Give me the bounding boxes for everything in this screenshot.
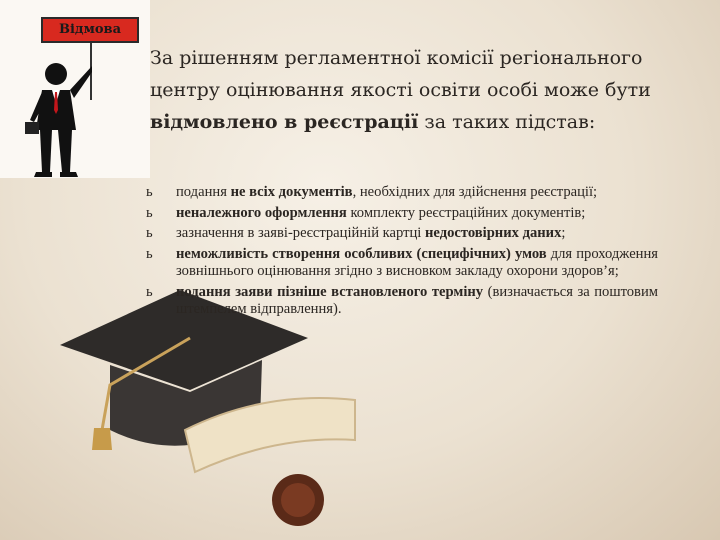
list-item xyxy=(146,225,658,243)
refusal-sign: Відмова xyxy=(41,17,139,43)
reason-text: зазначення в заяві-реєстраційній картці xyxy=(176,225,425,241)
reason-bold: неможливість створення особливих (специфічних) умов xyxy=(176,245,547,262)
wax-seal-icon xyxy=(268,470,328,530)
intro-line-3 xyxy=(150,106,670,138)
bullet-icon: ь xyxy=(146,204,153,221)
bullet-icon: ь xyxy=(146,283,153,300)
reasons-list xyxy=(146,184,658,322)
list-item xyxy=(146,205,658,223)
reason-bold: неналежного оформлення xyxy=(176,204,347,221)
diploma-scroll-icon xyxy=(175,390,365,475)
bullet-icon: ь xyxy=(146,225,153,241)
reason-bold: подання заяви пізніше встановленого терміну xyxy=(176,283,484,300)
reason-bold: недостовірних даних xyxy=(425,225,562,241)
reason-text: (визначається за поштовим штемпелем відправлення). xyxy=(176,283,658,317)
reason-text: , необхідних для здійснення реєстрації; xyxy=(352,184,598,200)
intro-bold: відмовлено в реєстрації xyxy=(150,111,419,133)
refusal-illustration xyxy=(0,0,150,178)
intro-line-2: центру оцінювання якості освіти особі може бути xyxy=(150,79,651,101)
reason-text: комплекту реєстраційних документів; xyxy=(346,204,586,221)
list-item xyxy=(146,284,658,319)
reason-text: подання xyxy=(176,184,231,200)
intro-line-1: За рішенням регламентної комісії регіонального xyxy=(150,47,643,69)
bullet-icon: ь xyxy=(146,184,153,200)
reason-text: для проходження зовнішнього оцінювання згідно з висновком закладу охорони здоров’я; xyxy=(176,245,658,279)
intro-paragraph xyxy=(150,42,670,138)
list-item xyxy=(146,184,658,202)
bullet-icon: ь xyxy=(146,245,153,262)
list-item xyxy=(146,246,658,281)
reason-text: ; xyxy=(561,225,566,241)
intro-tail: за таких підстав: xyxy=(418,111,596,133)
businessman-icon xyxy=(22,60,92,178)
reason-bold: не всіх документів xyxy=(230,184,353,200)
